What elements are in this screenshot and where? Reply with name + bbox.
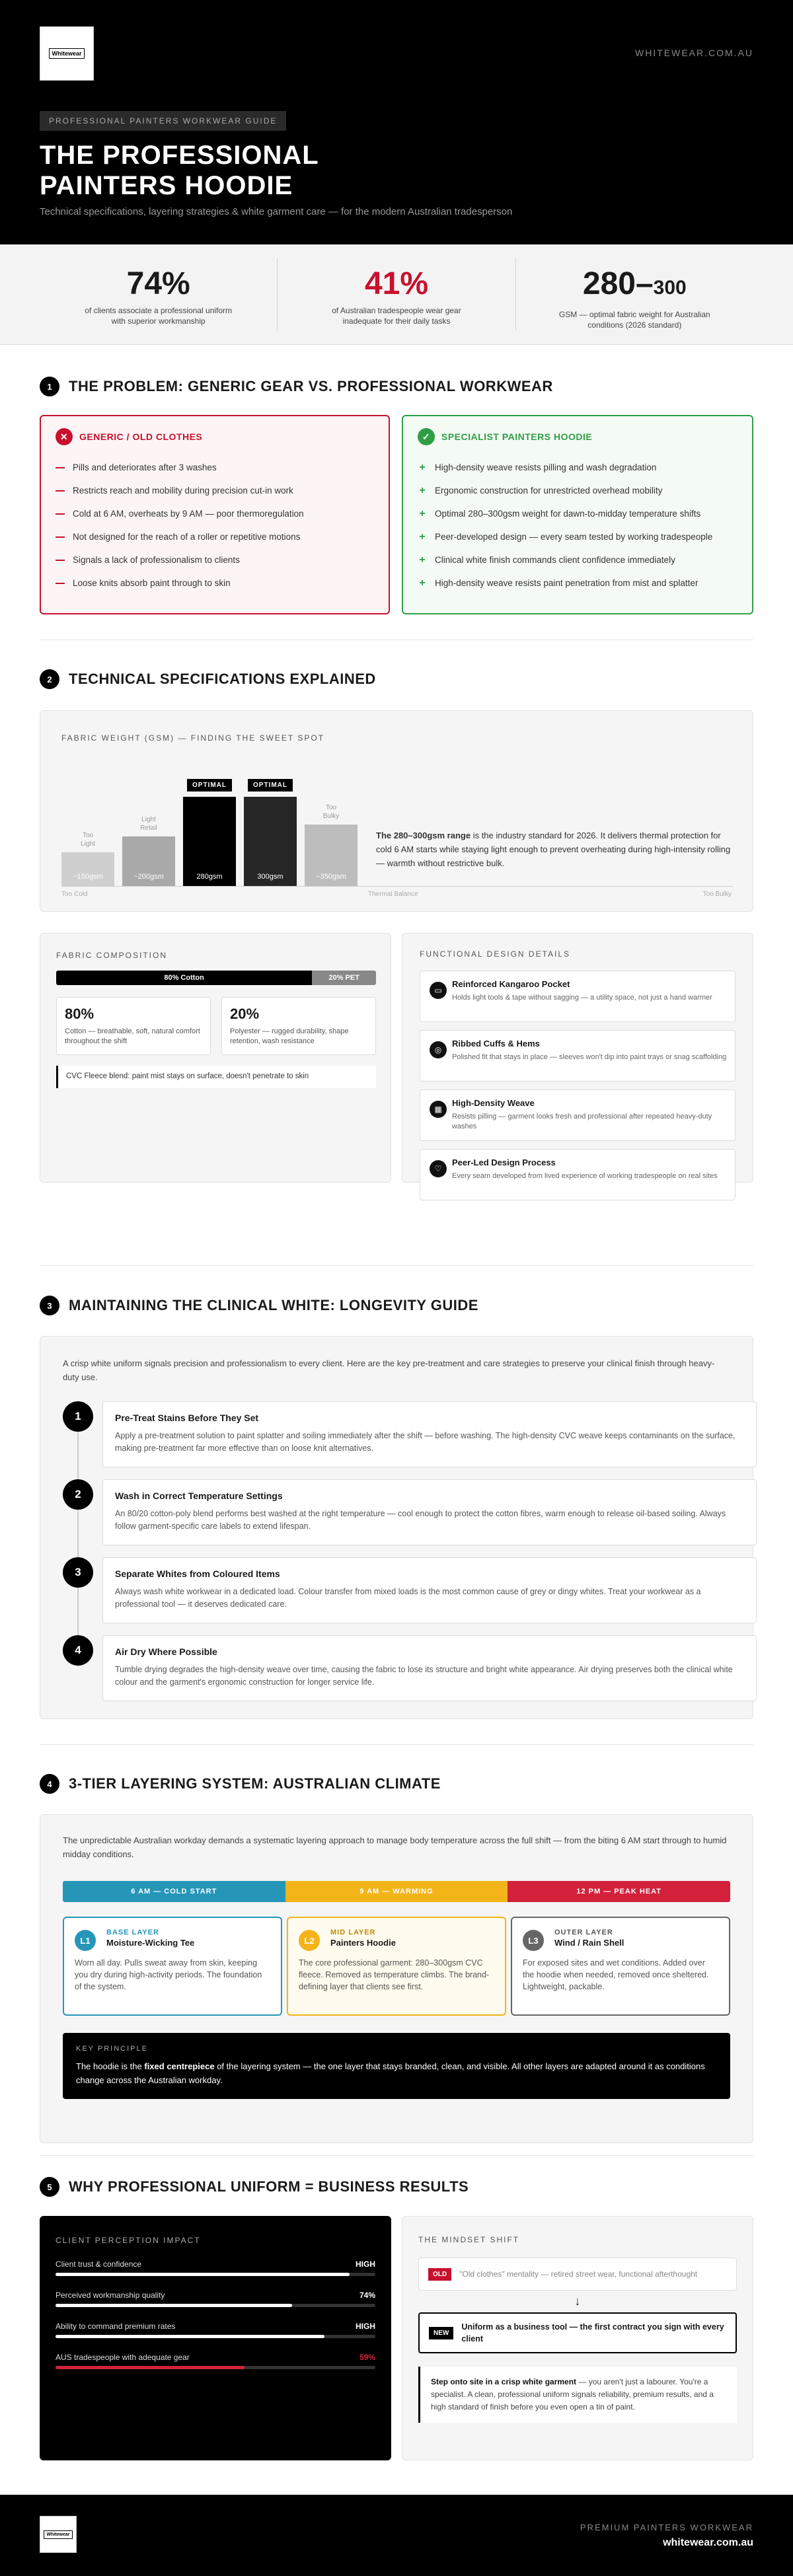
arrow-down-icon: ↓ [574, 2295, 581, 2308]
list-item: Loose knits absorb paint through to skin [56, 571, 374, 595]
close-icon: ✕ [56, 428, 73, 445]
footer-logo[interactable]: Whitewear [40, 2516, 77, 2553]
footer-url[interactable]: whitewear.com.au [663, 2537, 753, 2548]
footer-tagline: PREMIUM PAINTERS WORKWEAR [580, 2522, 753, 2532]
perception-panel [40, 2216, 391, 2460]
cotton-card: 80% Cotton — breathable, soft, natural comfort throughout the shift [56, 997, 211, 1055]
section-title: WHY PROFESSIONAL UNIFORM = BUSINESS RESULTS [69, 2178, 469, 2195]
dash-icon [56, 490, 65, 492]
dash-icon [56, 560, 65, 561]
cotton-bar: 80% Cotton [56, 971, 312, 985]
heart-icon: ♡ [430, 1160, 447, 1177]
gsm-bar [183, 751, 236, 886]
specialist-hoodie-card [402, 415, 753, 614]
stat-value: 74% [126, 266, 190, 301]
feature-high-density-weave: ▦ High-Density Weave Resists pilling — garment looks fresh and professional after repeated heavy-duty washes [420, 1089, 736, 1141]
list-item: Signals a lack of professionalism to clients [56, 548, 374, 571]
section-number: 4 [40, 1774, 59, 1794]
gsm-explanation: The 280–300gsm range is the industry standard for 2026. It delivers thermal protection for cold 6 AM starts while staying light enough to prevent overheating during high-intensity rolling — warmth without restrictive bulk. [376, 830, 731, 868]
longevity-panel: A crisp white uniform signals precision and professionalism to every client. Here are the key pre-treatment and care strategies to preserve your clinical finish through heavy-duty use. 1 Pre-Treat Stains Before They Set Apply a pre-treatment solution to paint splatter and soiling immediately after the shift — before washing. The high-density CVC weave keeps contaminants on the surface, making pre-treatment far more effective than on loose knit alternatives. 2 Wash in Correct Temperature Settings An 80/20 cotton-poly blend performs best washed at the right temperature — cool enough to protect the cotton fibres, warm enough to release oil-based soiling. Always follow garment-specific care labels to extend lifespan. 3 Separate Whites from Coloured Items Always wash white workwear in a dedicated load. Colour transfer from mixed loads is the most common cause of grey or dingy whites. Treat your workwear as a professional tool — it deserves dedicated care. 4 Air Dry Where Possible Tumble drying degrades the high-density weave over time, causing the fabric to lose its structure and bright white appearance. Air drying preserves both the clinical white colour and the garment's ergonomic construction for longer service life. [40, 1336, 753, 1719]
new-mindset: NEW Uniform as a business tool — the first contract you sign with every client [418, 2312, 737, 2353]
dash-icon [56, 583, 65, 584]
optimal-tag: OPTIMAL [187, 779, 232, 791]
stat-client-association [40, 258, 278, 331]
composition-panel [40, 933, 391, 1183]
metric-value: HIGH [356, 2322, 375, 2331]
gsm-bar-fill: ~150gsm [61, 852, 114, 886]
metric-track [56, 2304, 375, 2307]
metric-track [56, 2273, 375, 2276]
section-problem [40, 375, 753, 398]
metric-name: Ability to command premium rates [56, 2322, 176, 2331]
cvc-note: CVC Fleece blend: paint mist stays on surface, doesn't penetrate to skin [56, 1066, 376, 1088]
divider [40, 1265, 753, 1266]
old-mindset: OLD "Old clothes" mentality — retired street wear, functional afterthought [418, 2258, 737, 2291]
temperature-timeline [63, 1881, 730, 1902]
stat-gsm [516, 258, 753, 331]
metric-name: AUS tradespeople with adequate gear [56, 2353, 190, 2362]
pocket-icon: ▭ [430, 982, 447, 999]
metric-track [56, 2335, 375, 2338]
plus-icon: + [419, 461, 426, 473]
stat-value: 41% [364, 266, 429, 301]
timeline-line [77, 1416, 79, 1667]
list-item: + Clinical white finish commands client confidence immediately [418, 548, 737, 571]
gsm-bar [61, 751, 114, 886]
axis-label-left: Too Cold [61, 891, 88, 898]
stat-value: 280–300 [582, 266, 687, 301]
optimal-tag: OPTIMAL [248, 779, 293, 791]
timeline-segment: 12 PM — PEAK HEAT [508, 1881, 730, 1902]
list-item: + Optimal 280–300gsm weight for dawn-to-midday temperature shifts [418, 502, 737, 525]
guide-tag: PROFESSIONAL PAINTERS WORKWEAR GUIDE [40, 111, 286, 131]
section-longevity [40, 1294, 753, 1317]
gsm-panel [40, 710, 753, 912]
metric-name: Perceived workmanship quality [56, 2291, 165, 2300]
perception-metrics [56, 2260, 375, 2369]
timeline-segment: 9 AM — WARMING [285, 1881, 508, 1902]
functional-panel [402, 933, 753, 1183]
list-item: + Peer-developed design — every seam tested by working tradespeople [418, 525, 737, 548]
gsm-bar-fill: ~200gsm [122, 836, 175, 886]
panel-label: FABRIC WEIGHT (GSM) — FINDING THE SWEET SPOT [61, 733, 325, 743]
metric-fill [56, 2304, 292, 2307]
key-principle: KEY PRINCIPLE The hoodie is the fixed centrepiece of the layering system — the one layer that stays branded, clean, and visible. All other layers are adapted around it as conditions change across the Australian workday. [63, 2033, 730, 2099]
layering-panel [40, 1814, 753, 2143]
gsm-bar-fill: 300gsm [244, 797, 297, 886]
list-item: + Ergonomic construction for unrestricted overhead mobility [418, 479, 737, 502]
card-title: SPECIALIST PAINTERS HOODIE [441, 431, 593, 442]
bar-top-label: Too Bulky [322, 804, 340, 820]
bar-top-label: Light Retail [140, 816, 157, 832]
gsm-bar-chart [61, 751, 392, 922]
layer-card-mid: L2 MID LAYER Painters Hoodie The core professional garment: 280–300gsm CVC fleece. Removed as temperature climbs. The brand-defining layer that clients see first. [287, 1917, 506, 2016]
metric-fill [56, 2335, 324, 2338]
dash-icon [56, 536, 65, 538]
perception-metric [56, 2353, 375, 2369]
section-title: TECHNICAL SPECIFICATIONS EXPLAINED [69, 671, 376, 687]
gsm-bar [305, 751, 358, 886]
list-item: Not designed for the reach of a roller or repetitive motions [56, 525, 374, 548]
panel-label: FABRIC COMPOSITION [56, 951, 168, 960]
timeline-segment: 6 AM — COLD START [63, 1881, 285, 1902]
dash-icon [56, 513, 65, 515]
stat-desc: of clients associate a professional uniform with superior workmanship [85, 306, 233, 326]
gsm-bar-fill: 280gsm [183, 797, 236, 886]
perception-metric [56, 2260, 375, 2276]
old-tag: OLD [428, 2268, 451, 2281]
metric-value: HIGH [356, 2260, 375, 2269]
list-item: + High-density weave resists pilling and wash degradation [418, 456, 737, 479]
gsm-bar-fill: ~350gsm [305, 825, 358, 886]
check-icon: ✓ [418, 428, 435, 445]
new-tag: NEW [429, 2327, 453, 2339]
section-number: 1 [40, 377, 59, 396]
page-footer [0, 2495, 793, 2576]
plus-icon: + [419, 554, 426, 566]
perception-metric [56, 2291, 375, 2307]
weave-icon: ▦ [430, 1101, 447, 1118]
composition-bar [56, 971, 376, 985]
section-title: 3-TIER LAYERING SYSTEM: AUSTRALIAN CLIMATE [69, 1775, 441, 1792]
plus-icon: + [419, 577, 426, 589]
page-subtitle: Technical specifications, layering strategies & white garment care — for the modern Australian tradesperson [40, 206, 513, 217]
generic-clothes-card [40, 415, 390, 614]
stats-bar [0, 244, 793, 345]
axis-line [61, 886, 733, 887]
feature-kangaroo-pocket: ▭ Reinforced Kangaroo Pocket Holds light tools & tape without sagging — a utility space, not just a hand warmer [420, 971, 736, 1022]
feature-peer-led-design: ♡ Peer-Led Design Process Every seam developed from lived experience of working tradespeople on real sites [420, 1149, 736, 1200]
divider [40, 2155, 753, 2156]
section-number: 2 [40, 669, 59, 689]
metric-track [56, 2366, 375, 2369]
section-title: MAINTAINING THE CLINICAL WHITE: LONGEVITY GUIDE [69, 1297, 478, 1313]
section-number: 5 [40, 2177, 59, 2197]
divider [40, 1744, 753, 1745]
gsm-bar [244, 751, 297, 886]
section-title: THE PROBLEM: GENERIC GEAR VS. PROFESSIONAL WORKWEAR [69, 378, 553, 394]
list-item: Pills and deteriorates after 3 washes [56, 456, 374, 479]
page-header [0, 0, 793, 244]
pet-bar: 20% PET [312, 971, 376, 985]
feature-ribbed-cuffs: ◎ Ribbed Cuffs & Hems Polished fit that stays in place — sleeves won't dip into paint trays or snag scaffolding [420, 1030, 736, 1082]
layer-card-outer: L3 OUTER LAYER Wind / Rain Shell For exposed sites and wet conditions. Added over the hoodie when needed, removed once sheltered. Lightweight, packable. [511, 1917, 730, 2016]
layer-card-base: L1 BASE LAYER Moisture-Wicking Tee Worn all day. Pulls sweat away from skin, keeping you dry during high-activity periods. The foundation of the system. [63, 1917, 282, 2016]
dash-icon [56, 467, 65, 468]
list-item: Restricts reach and mobility during precision cut-in work [56, 479, 374, 502]
layer-cards [63, 1917, 730, 2016]
metric-value: 74% [359, 2291, 375, 2300]
panel-label: THE MINDSET SHIFT [418, 2235, 520, 2244]
card-title: GENERIC / OLD CLOTHES [79, 431, 203, 442]
metric-value: 59% [359, 2353, 375, 2362]
metric-fill [56, 2366, 245, 2369]
metric-name: Client trust & confidence [56, 2260, 142, 2269]
list-item: Cold at 6 AM, overheats by 9 AM — poor thermoregulation [56, 502, 374, 525]
pet-card: 20% Polyester — rugged durability, shape retention, wash resistance [221, 997, 376, 1055]
plus-icon: + [419, 507, 426, 519]
section-business-results [40, 2175, 753, 2199]
panel-label: CLIENT PERCEPTION IMPACT [56, 2236, 201, 2245]
brand-logo[interactable]: Whitewear [40, 26, 94, 81]
section-layering [40, 1772, 753, 1796]
cuff-icon: ◎ [430, 1041, 447, 1058]
list-item: + High-density weave resists paint penetration from mist and splatter [418, 571, 737, 595]
gsm-bar [122, 751, 175, 886]
layering-intro: The unpredictable Australian workday demands a systematic layering approach to manage body temperature across the full shift — from the biting 6 AM start through to humid midday conditions. [63, 1835, 727, 1859]
axis-label-mid: Thermal Balance [368, 891, 418, 898]
mindset-panel [402, 2216, 753, 2460]
section-number: 3 [40, 1296, 59, 1315]
header-url[interactable]: WHITEWEAR.COM.AU [635, 48, 753, 58]
stat-desc: of Australian tradespeople wear gear inadequate for their daily tasks [332, 306, 461, 326]
stat-desc: GSM — optimal fabric weight for Australian conditions (2026 standard) [558, 310, 710, 330]
longevity-intro: A crisp white uniform signals precision and professionalism to every client. Here are the key pre-treatment and care strategies to preserve your clinical finish through heavy-duty use. [63, 1358, 715, 1382]
plus-icon: + [419, 531, 426, 542]
page-title: THE PROFESSIONAL PAINTERS HOODIE [40, 141, 319, 200]
perception-metric [56, 2322, 375, 2338]
stat-inadequate-gear [278, 258, 515, 331]
bar-top-label: Too Light [81, 832, 95, 848]
plus-icon: + [419, 484, 426, 496]
mindset-quote: Step onto site in a crisp white garment — you aren't just a labourer. You're a specialist. A clean, professional uniform signals reliability, premium results, and a high standard of finish before you even open a tin of paint. [418, 2367, 737, 2423]
section-specs [40, 667, 753, 691]
metric-fill [56, 2273, 350, 2276]
panel-label: FUNCTIONAL DESIGN DETAILS [420, 949, 571, 959]
axis-label-right: Too Bulky [702, 891, 732, 898]
